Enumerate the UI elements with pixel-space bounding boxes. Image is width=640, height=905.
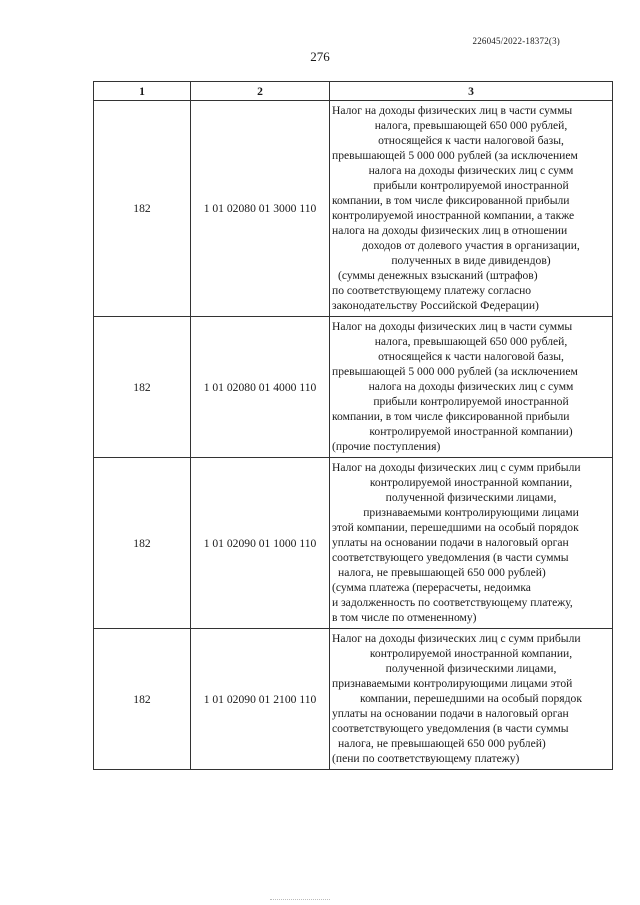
description-line: относящейся к части налоговой базы, xyxy=(378,134,564,147)
description-line: признаваемыми контролирующими лицами этой xyxy=(332,677,573,690)
description-line: и задолженность по соответствующему платежу, xyxy=(332,596,573,609)
admin-code-cell: 182 xyxy=(94,629,191,770)
description-line: в том числе по отмененному) xyxy=(332,611,477,624)
column-header-1: 1 xyxy=(94,82,191,101)
description-line: контролируемой иностранной компании, а также xyxy=(332,209,575,222)
description-line: уплаты на основании подачи в налоговый орган xyxy=(332,536,569,549)
description-line: полученных в виде дивидендов) xyxy=(391,254,551,267)
description-line: Налог на доходы физических лиц в части суммы xyxy=(332,320,573,333)
description-line: контролируемой иностранной компании, xyxy=(369,647,573,660)
description-line: прибыли контролируемой иностранной xyxy=(373,179,569,192)
table-row xyxy=(94,458,613,629)
description-line: компании, в том числе фиксированной прибыли xyxy=(332,410,570,423)
description-line: уплаты на основании подачи в налоговый орган xyxy=(332,707,569,720)
admin-code-cell: 182 xyxy=(94,101,191,317)
description-cell xyxy=(330,629,613,770)
table-row xyxy=(94,101,613,317)
description-line: компании, перешедшими на особый порядок xyxy=(360,692,582,705)
description-line: налога, превышающей 650 000 рублей, xyxy=(374,119,568,132)
budget-classification-code-cell: 1 01 02090 01 1000 110 xyxy=(191,458,330,629)
budget-classification-code-cell: 1 01 02080 01 3000 110 xyxy=(191,101,330,317)
description-line: полученной физическими лицами, xyxy=(385,491,557,504)
description-line: этой компании, перешедшими на особый порядок xyxy=(332,521,579,534)
budget-classification-code-cell: 1 01 02090 01 2100 110 xyxy=(191,629,330,770)
document-id: 226045/2022-18372(3) xyxy=(472,36,560,46)
description-cell xyxy=(330,458,613,629)
column-header-3: 3 xyxy=(330,82,613,101)
scan-artifact xyxy=(270,899,330,903)
description-line: доходов от долевого участия в организации, xyxy=(362,239,580,252)
description-line: (прочие поступления) xyxy=(332,440,441,453)
description-line: контролируемой иностранной компании, xyxy=(369,476,573,489)
description-line: относящейся к части налоговой базы, xyxy=(378,350,564,363)
description-line: соответствующего уведомления (в части суммы xyxy=(332,722,569,735)
admin-code-cell: 182 xyxy=(94,317,191,458)
column-header-2: 2 xyxy=(191,82,330,101)
description-line: прибыли контролируемой иностранной xyxy=(373,395,569,408)
description-line: соответствующего уведомления (в части суммы xyxy=(332,551,569,564)
description-line: налога на доходы физических лиц с сумм xyxy=(368,164,574,177)
description-line: Налог на доходы физических лиц в части суммы xyxy=(332,104,573,117)
description-line: (пени по соответствующему платежу) xyxy=(332,752,520,765)
budget-classification-code-cell: 1 01 02080 01 4000 110 xyxy=(191,317,330,458)
admin-code-cell: 182 xyxy=(94,458,191,629)
page-number: 276 xyxy=(310,49,330,64)
description-line: превышающей 5 000 000 рублей (за исключением xyxy=(332,365,578,378)
description-cell xyxy=(330,317,613,458)
table-header-row xyxy=(94,82,613,101)
budget-codes-table xyxy=(93,81,613,770)
description-line: по соответствующему платежу согласно xyxy=(332,284,532,297)
description-cell xyxy=(330,101,613,317)
description-line: налога, не превышающей 650 000 рублей) xyxy=(338,566,546,579)
description-line: налога, не превышающей 650 000 рублей) xyxy=(338,737,546,750)
description-line: (суммы денежных взысканий (штрафов) xyxy=(338,269,538,282)
table-row xyxy=(94,317,613,458)
description-line: законодательству Российской Федерации) xyxy=(332,299,539,312)
table-row xyxy=(94,629,613,770)
description-line: превышающей 5 000 000 рублей (за исключением xyxy=(332,149,578,162)
description-line: налога, превышающей 650 000 рублей, xyxy=(374,335,568,348)
description-line: контролируемой иностранной компании) xyxy=(369,425,573,438)
description-line: налога на доходы физических лиц в отношении xyxy=(332,224,568,237)
description-line: компании, в том числе фиксированной прибыли xyxy=(332,194,570,207)
description-line: Налог на доходы физических лиц с сумм прибыли xyxy=(332,461,581,474)
description-line: признаваемыми контролирующими лицами xyxy=(363,506,579,519)
description-line: налога на доходы физических лиц с сумм xyxy=(368,380,574,393)
description-line: полученной физическими лицами, xyxy=(385,662,557,675)
description-line: (сумма платежа (перерасчеты, недоимка xyxy=(332,581,531,594)
description-line: Налог на доходы физических лиц с сумм прибыли xyxy=(332,632,581,645)
